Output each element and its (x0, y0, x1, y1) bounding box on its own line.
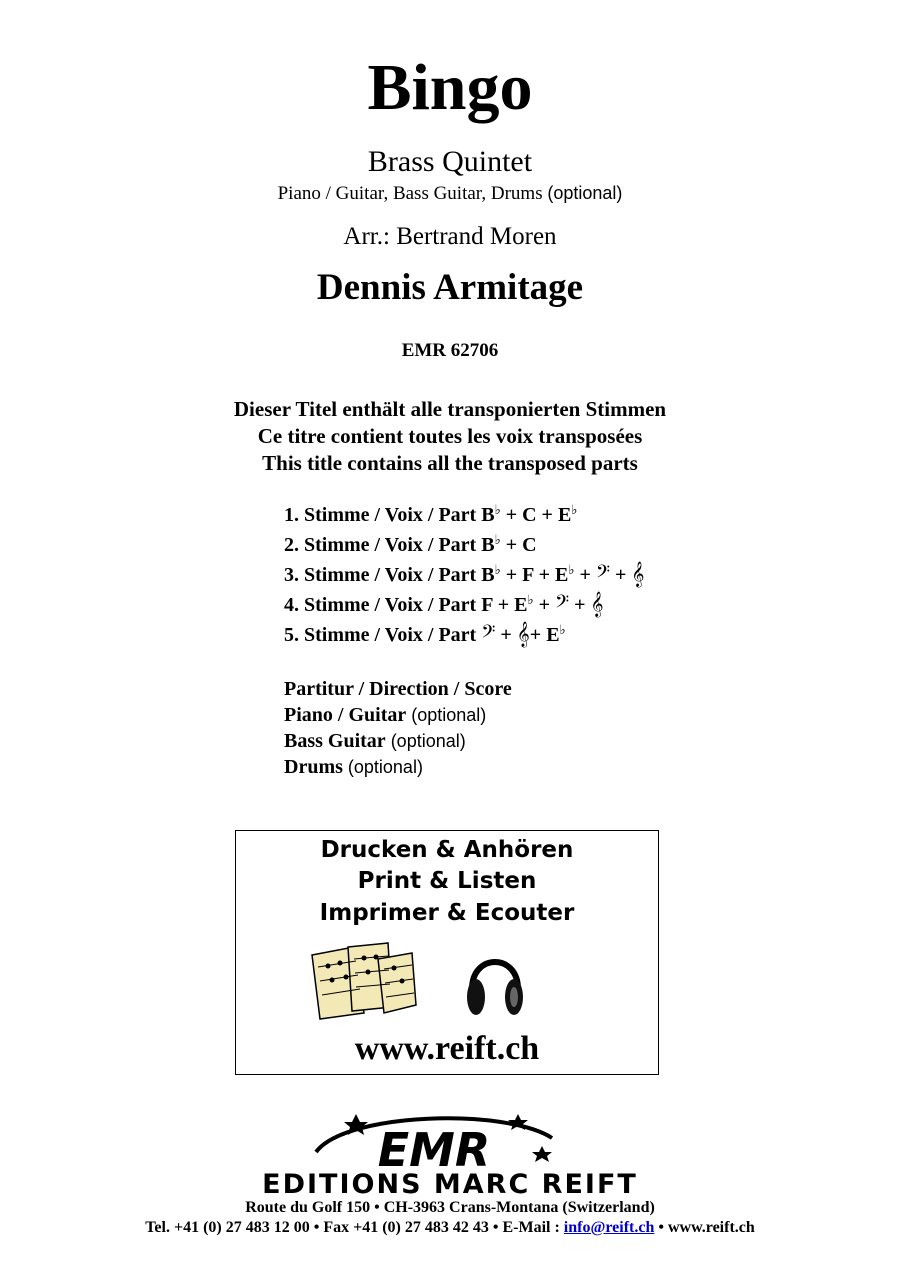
bass-clef-icon: 𝄢 (554, 592, 570, 617)
extra-name: Bass Guitar (284, 730, 386, 752)
promo-url-link[interactable]: www.reift.ch (354, 1030, 540, 1067)
part-label: 4. Stimme / Voix / Part (284, 594, 477, 616)
extra-item (284, 702, 512, 728)
bass-clef-icon: 𝄢 (481, 622, 496, 647)
optional-note: (optional) (547, 183, 623, 203)
bass-clef-icon: 𝄢 (595, 562, 611, 587)
extra-name: Drums (284, 756, 343, 778)
part-row: 2. Stimme / Voix / Part B♭ + C (284, 533, 537, 556)
publisher-contact (0, 1218, 900, 1238)
treble-clef-icon: 𝄞 (516, 622, 530, 647)
logo-text: EMR (377, 1123, 491, 1174)
extra-item (284, 676, 512, 702)
arranger: Arr.: Bertrand Moren (343, 223, 557, 250)
publisher-name: EDITIONS MARC REIFT (262, 1169, 638, 1200)
notice-en: This title contains all the transposed parts (262, 451, 638, 475)
part-row: 4. Stimme / Voix / Part F + E♭ + 𝄢 + 𝄞 (284, 592, 604, 617)
tel-fax: Tel. +41 (0) 27 483 12 00 • Fax +41 (0) 27 483 42 43 • E-Mail : (145, 1219, 560, 1236)
part-label: 5. Stimme / Voix / Part (284, 624, 477, 646)
promo-line-de: Drucken & Anhören (320, 837, 574, 863)
contents-notice (0, 396, 900, 477)
website[interactable]: • www.reift.ch (658, 1219, 755, 1236)
notice-fr: Ce titre contient toutes les voix transposées (257, 424, 643, 448)
headphones-icon (464, 941, 526, 1021)
promo-line-en: Print & Listen (357, 868, 537, 894)
extra-item (284, 728, 512, 754)
ensemble: Brass Quintet (367, 145, 533, 178)
extra-name: Piano / Guitar (284, 704, 407, 726)
treble-clef-icon: 𝄞 (631, 562, 645, 587)
sheet-music-icon (308, 941, 420, 1021)
instrumentation (0, 181, 900, 206)
part-label: 1. Stimme / Voix / Part (284, 504, 477, 526)
extra-item (284, 754, 512, 780)
title: Bingo (367, 51, 533, 124)
extra-note: (optional) (411, 705, 487, 725)
composer: Dennis Armitage (316, 267, 584, 308)
parts-list (284, 496, 644, 646)
extra-note: (optional) (347, 757, 423, 777)
email-link[interactable]: info@reift.ch (563, 1219, 655, 1236)
extra-name: Partitur / Direction / Score (284, 678, 512, 700)
print-listen-box (235, 830, 659, 1075)
treble-clef-icon: 𝄞 (590, 592, 604, 617)
part-label: 2. Stimme / Voix / Part (284, 534, 477, 556)
instrument-list: Piano / Guitar, Bass Guitar, Drums (277, 183, 543, 204)
notice-de: Dieser Titel enthält alle transponierten Stimmen (233, 397, 667, 421)
part-row: 1. Stimme / Voix / Part B♭ + C + E♭ (284, 503, 578, 526)
catalog-number: EMR 62706 (401, 340, 499, 361)
extra-note: (optional) (390, 731, 466, 751)
promo-line-fr: Imprimer & Ecouter (319, 900, 575, 926)
additional-parts (284, 676, 512, 780)
part-row: 5. Stimme / Voix / Part 𝄢 + 𝄞+ E♭ (284, 622, 566, 647)
emr-logo (306, 1108, 560, 1174)
part-label: 3. Stimme / Voix / Part (284, 564, 477, 586)
part-row: 3. Stimme / Voix / Part B♭ + F + E♭ + 𝄢 + 𝄞 (284, 562, 645, 587)
publisher-address: Route du Golf 150 • CH-3963 Crans-Montana (Switzerland) (245, 1199, 655, 1216)
